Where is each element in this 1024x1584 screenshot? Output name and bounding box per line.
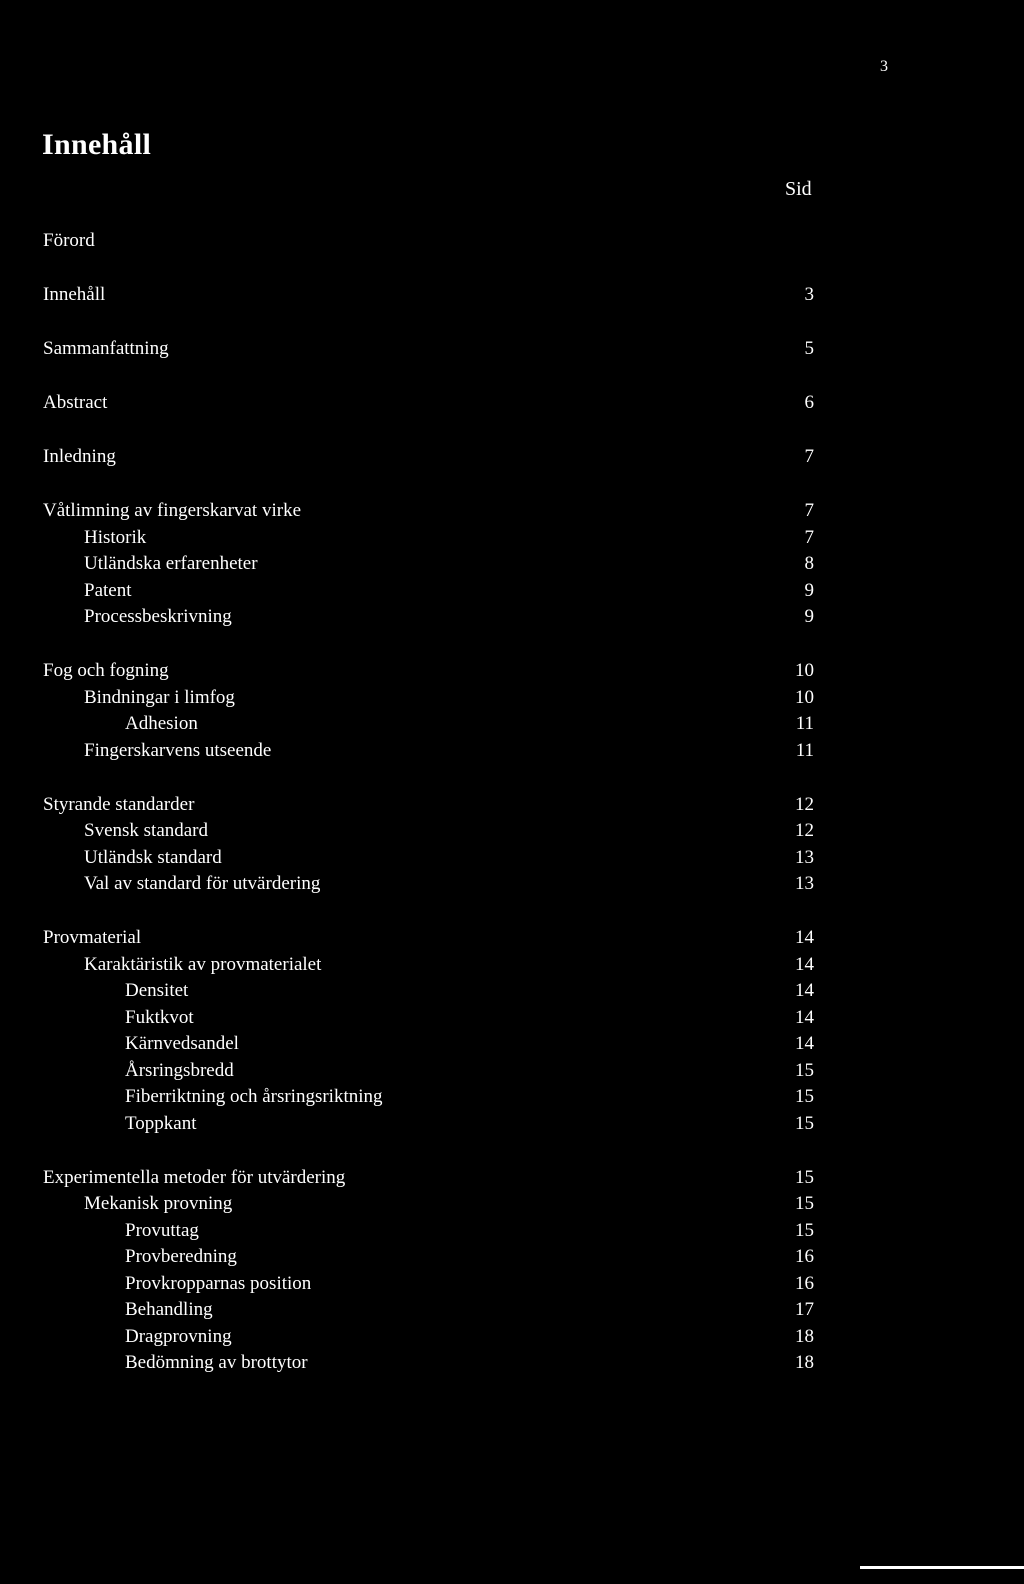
toc-entry[interactable] [0,1350,1024,1377]
toc-group [0,925,1024,1137]
toc-entry[interactable] [0,1031,1024,1058]
toc-entry-page: 12 [795,820,814,841]
toc-entry-page: 14 [795,980,814,1001]
toc-group [0,228,1024,255]
toc-entry[interactable] [0,792,1024,819]
toc-entry[interactable] [0,685,1024,712]
toc-entry-label: Bedömning av brottytor [125,1352,308,1373]
toc-group [0,390,1024,417]
toc-entry-label: Förord [43,230,95,251]
toc-entry-label: Innehåll [43,284,106,305]
toc-entry-label: Kärnvedsandel [125,1033,239,1054]
toc-entry[interactable] [0,952,1024,979]
toc-entry[interactable] [0,444,1024,471]
toc-entry-page: 10 [795,686,814,708]
toc-entry-page: 15 [795,1059,814,1081]
table-of-contents [0,228,1024,1404]
toc-entry[interactable] [0,1324,1024,1351]
page-column-header: Sid [785,178,812,200]
toc-entry[interactable] [0,871,1024,898]
toc-entry-page: 5 [804,338,814,359]
toc-entry-label: Bindningar i limfog [84,686,235,708]
toc-entry[interactable] [0,282,1024,309]
toc-entry-page: 15 [795,1166,814,1188]
toc-entry-page: 10 [795,660,814,681]
toc-entry-label: Fuktkvot [125,1006,194,1028]
toc-entry-page: 7 [804,446,814,467]
page-title: Innehåll [42,128,152,161]
toc-entry-label: Utländska erfarenheter [84,553,258,574]
toc-entry-label: Våtlimning av fingerskarvat virke [43,500,302,521]
toc-entry-page: 13 [795,846,814,868]
toc-entry-label: Adhesion [125,713,198,734]
toc-entry[interactable] [0,818,1024,845]
toc-entry[interactable] [0,525,1024,552]
toc-entry-page: 11 [795,739,814,761]
toc-entry[interactable] [0,1297,1024,1324]
toc-group [0,498,1024,631]
toc-entry[interactable] [0,578,1024,605]
toc-entry-label: Processbeskrivning [84,606,232,627]
toc-entry[interactable] [0,228,1024,255]
toc-entry[interactable] [0,1244,1024,1271]
toc-entry-label: Patent [84,579,132,601]
toc-entry-page: 3 [804,284,814,305]
toc-entry-page: 14 [795,1006,814,1028]
page-number: 3 [880,58,888,75]
toc-entry-page: 9 [804,606,814,627]
toc-entry-label: Provkropparnas position [125,1272,312,1294]
toc-entry-page: 14 [795,927,814,948]
toc-group [0,336,1024,363]
toc-entry-label: Styrande standarder [43,793,195,815]
toc-entry-label: Årsringsbredd [125,1059,234,1081]
toc-entry-page: 15 [795,1112,814,1134]
toc-entry[interactable] [0,336,1024,363]
toc-entry-page: 18 [795,1325,814,1347]
toc-entry-label: Val av standard för utvärdering [84,873,321,894]
toc-entry-label: Fog och fogning [43,660,169,681]
toc-entry-page: 17 [795,1299,814,1320]
toc-entry-page: 7 [804,500,814,521]
toc-group [0,1165,1024,1377]
toc-entry-page: 15 [795,1086,814,1107]
toc-entry[interactable] [0,1058,1024,1085]
toc-entry-label: Inledning [43,446,116,467]
toc-entry-label: Fingerskarvens utseende [84,739,272,761]
toc-entry[interactable] [0,551,1024,578]
toc-entry-label: Provuttag [125,1219,199,1241]
toc-entry[interactable] [0,390,1024,417]
footer-rule [860,1566,1024,1569]
toc-entry[interactable] [0,738,1024,765]
toc-entry-label: Mekanisk provning [84,1193,233,1214]
toc-entry-page: 7 [804,526,814,548]
toc-entry-page: 15 [795,1219,814,1241]
toc-entry-label: Provmaterial [43,927,142,948]
toc-entry-label: Behandling [125,1299,213,1320]
toc-entry[interactable] [0,845,1024,872]
toc-entry-page: 9 [804,579,814,601]
toc-group [0,282,1024,309]
toc-entry[interactable] [0,978,1024,1005]
toc-entry-label: Experimentella metoder för utvärdering [43,1166,346,1188]
toc-entry-label: Fiberriktning och årsringsriktning [125,1086,383,1107]
toc-entry[interactable] [0,498,1024,525]
toc-entry[interactable] [0,1005,1024,1032]
toc-entry-label: Svensk standard [84,820,209,841]
toc-entry[interactable] [0,711,1024,738]
toc-group [0,792,1024,898]
toc-entry[interactable] [0,1165,1024,1192]
toc-entry-label: Utländsk standard [84,846,222,868]
toc-group [0,658,1024,764]
toc-entry[interactable] [0,925,1024,952]
toc-entry[interactable] [0,658,1024,685]
toc-group [0,444,1024,471]
toc-entry-page: 14 [795,1033,814,1054]
toc-entry-page: 6 [804,392,814,413]
toc-entry-page: 15 [795,1193,814,1214]
toc-entry-page: 13 [795,873,814,894]
toc-entry[interactable] [0,1111,1024,1138]
toc-entry-label: Provberedning [125,1246,237,1267]
toc-entry-page: 16 [795,1246,814,1267]
toc-entry[interactable] [0,604,1024,631]
toc-entry-page: 12 [795,793,814,815]
toc-entry-page: 8 [804,553,814,574]
toc-entry[interactable] [0,1218,1024,1245]
toc-entry-page: 16 [795,1272,814,1294]
toc-entry-label: Toppkant [125,1112,197,1134]
toc-entry[interactable] [0,1084,1024,1111]
toc-entry[interactable] [0,1271,1024,1298]
toc-entry-label: Karaktäristik av provmaterialet [84,953,322,975]
toc-entry[interactable] [0,1191,1024,1218]
toc-entry-page: 18 [795,1352,814,1373]
toc-entry-label: Abstract [43,392,108,413]
toc-entry-label: Densitet [125,980,189,1001]
toc-entry-label: Dragprovning [125,1325,232,1347]
toc-entry-label: Sammanfattning [43,338,169,359]
toc-entry-label: Historik [84,526,147,548]
toc-entry-page: 14 [795,953,814,975]
toc-entry-page: 11 [795,713,814,734]
